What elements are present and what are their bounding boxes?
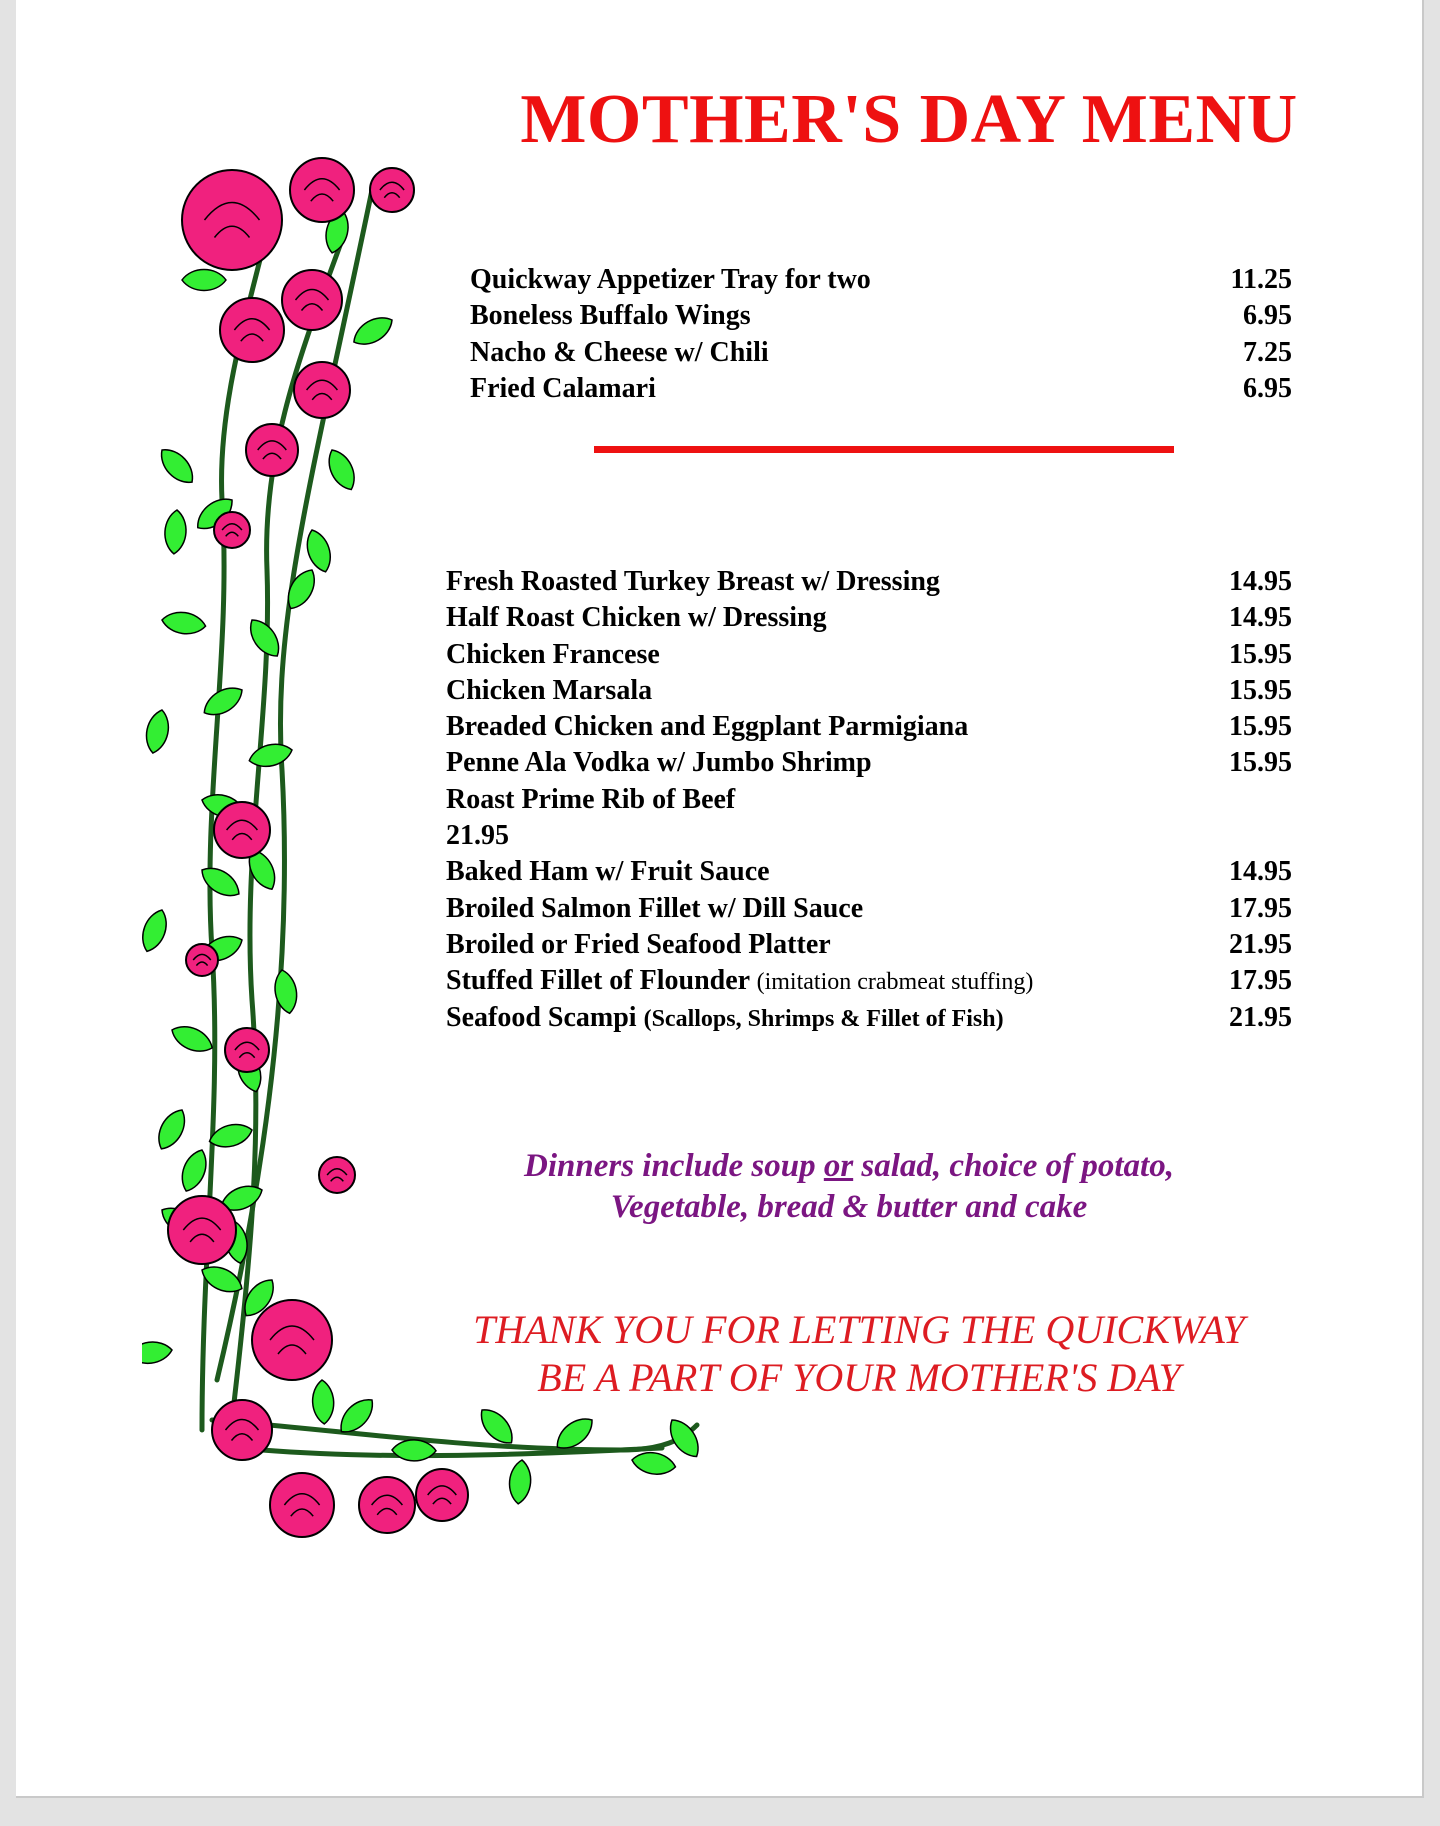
menu-item-price: 17.95: [1229, 965, 1292, 997]
menu-item-price: 21.95: [1229, 1001, 1292, 1033]
leaf-shape: [168, 1020, 217, 1057]
menu-item-name: [446, 784, 735, 816]
menu-item-name: [446, 893, 863, 925]
leaf-shape: [196, 861, 244, 903]
thanks-line-1: THANK YOU FOR LETTING THE QUICKWAY: [473, 1307, 1245, 1352]
includes-text-b: salad, choice of potato,: [853, 1148, 1174, 1184]
menu-item-price: 15.95: [1229, 638, 1292, 670]
leaf-shape: [323, 445, 361, 494]
menu-item-price: 15.95: [1229, 711, 1292, 743]
menu-item-name: [446, 1002, 1004, 1034]
menu-item-price: 14.95: [1229, 566, 1292, 597]
menu-item: [446, 711, 1292, 747]
menu-item-name-text: Fried Calamari: [470, 372, 656, 404]
menu-item-name-text: Half Roast Chicken w/ Dressing: [446, 602, 827, 634]
menu-item-name-text: Breaded Chicken and Eggplant Parmigiana: [446, 711, 969, 743]
leaf-shape: [161, 610, 207, 637]
menu-item-name-text: Quickway Appetizer Tray for two: [470, 264, 871, 295]
menu-item-name: [470, 373, 656, 405]
leaf-shape: [349, 311, 398, 351]
menu-item-name-text: Chicken Marsala: [446, 674, 653, 706]
menu-item-price: 15.95: [1229, 674, 1292, 706]
leaf-shape: [247, 740, 295, 771]
menu-item-name-text: Nacho & Cheese w/ Chili: [470, 336, 769, 368]
dinner-includes-note: [436, 1146, 1262, 1228]
menu-item-name: [446, 929, 831, 961]
rose-flower: [182, 170, 282, 270]
menu-page: [16, 0, 1424, 1798]
leaf-shape: [312, 1379, 335, 1424]
menu-item-note: (imitation crabmeat stuffing): [756, 969, 1034, 996]
leaf-shape: [630, 1450, 677, 1478]
rose-flower: [214, 802, 270, 858]
rose-flower: [225, 1028, 269, 1072]
menu-item-name: [446, 747, 872, 779]
rose-flower: [290, 158, 354, 222]
dinner-list: [446, 566, 1292, 1038]
menu-item-name-text: Chicken Francese: [446, 638, 660, 670]
leaf-shape: [182, 270, 226, 291]
appetizer-list: [470, 264, 1292, 409]
rose-flower: [252, 1300, 332, 1380]
rose-flower: [294, 362, 350, 418]
menu-item: [446, 856, 1292, 892]
thank-you-note: [446, 1306, 1272, 1402]
menu-item-name: [470, 264, 871, 296]
leaf-shape: [302, 527, 336, 575]
includes-line-2: Vegetable, bread & butter and cake: [610, 1189, 1088, 1225]
menu-item-name-text: Baked Ham w/ Fruit Sauce: [446, 856, 770, 888]
menu-item-name-text: Broiled or Fried Seafood Platter: [446, 928, 831, 960]
menu-item-name-text: Seafood Scampi: [446, 1001, 637, 1033]
menu-item-name-text: Penne Ala Vodka w/ Jumbo Shrimp: [446, 747, 872, 779]
menu-title: MOTHER'S DAY MENU: [520, 81, 1298, 158]
menu-item: [470, 337, 1292, 373]
menu-item: [446, 784, 1292, 820]
rose-flower: [270, 1473, 334, 1537]
includes-line-1: [436, 1146, 1262, 1187]
menu-item: [470, 300, 1292, 336]
menu-item-price: 14.95: [1229, 856, 1292, 888]
menu-item-price: 21.95: [1229, 928, 1292, 960]
rose-flower: [220, 298, 284, 362]
menu-item-name: [446, 711, 968, 743]
rose-flower: [212, 1400, 272, 1460]
menu-item-price: 14.95: [1229, 602, 1292, 634]
menu-item: [446, 893, 1292, 929]
rose-flower: [214, 512, 250, 548]
menu-item-note: (Scallops, Shrimps & Fillet of Fish): [643, 1005, 1004, 1032]
menu-item-name: [446, 566, 940, 598]
rose-flower: [370, 168, 414, 212]
menu-item-name: [470, 337, 769, 369]
menu-item: [446, 929, 1292, 965]
rose-flower: [186, 944, 218, 976]
menu-item-name: [446, 602, 827, 634]
menu-item-price: 7.25: [1243, 336, 1292, 368]
menu-item-name-text: Stuffed Fillet of Flounder: [446, 965, 750, 997]
menu-item: [446, 675, 1292, 711]
menu-item-name: [446, 820, 509, 852]
leaf-shape: [154, 443, 199, 490]
leaf-shape: [163, 509, 187, 554]
menu-item-name-text: Roast Prime Rib of Beef: [446, 783, 736, 815]
rose-flower: [282, 270, 342, 330]
leaf-shape: [508, 1459, 533, 1505]
menu-item-price: 11.25: [1230, 264, 1292, 295]
red-divider: [594, 446, 1174, 453]
menu-item-price: 15.95: [1229, 747, 1292, 779]
menu-item-name-text: Boneless Buffalo Wings: [470, 300, 751, 332]
menu-item-price: 6.95: [1243, 372, 1292, 404]
menu-item: [446, 747, 1292, 783]
leaf-shape: [152, 1105, 191, 1154]
leaf-shape: [142, 906, 172, 955]
rose-flower: [168, 1196, 236, 1264]
menu-item-name: [446, 675, 652, 707]
leaf-shape: [176, 1146, 211, 1195]
menu-item: [446, 965, 1292, 1001]
menu-item: [446, 602, 1292, 638]
rose-flower: [416, 1469, 468, 1521]
leaf-shape: [142, 1340, 173, 1366]
menu-item-price: 6.95: [1243, 300, 1292, 332]
menu-item-name-text: Broiled Salmon Fillet w/ Dill Sauce: [446, 892, 864, 924]
menu-item-price: 17.95: [1229, 892, 1292, 924]
rose-flower: [359, 1477, 415, 1533]
rose-flower: [319, 1157, 355, 1193]
menu-item: [470, 373, 1292, 409]
menu-item: [446, 639, 1292, 675]
menu-item-name: [446, 856, 770, 888]
menu-item-name-text: 21.95: [446, 820, 509, 852]
menu-item-name-text: Fresh Roasted Turkey Breast w/ Dressing: [446, 566, 940, 597]
menu-item: [446, 820, 1292, 856]
menu-item: [470, 264, 1292, 300]
menu-item: [446, 1002, 1292, 1038]
rose-flower: [246, 424, 298, 476]
menu-item-name: [446, 965, 1033, 997]
thanks-line-2: BE A PART OF YOUR MOTHER'S DAY: [537, 1355, 1181, 1400]
leaf-shape: [199, 681, 248, 722]
includes-text-a: Dinners include soup: [524, 1148, 824, 1184]
menu-item: [446, 566, 1292, 602]
leaf-shape: [663, 1414, 705, 1462]
includes-or: or: [823, 1148, 854, 1184]
leaf-shape: [143, 708, 173, 755]
menu-item-name: [446, 639, 660, 671]
menu-item-name: [470, 300, 751, 332]
